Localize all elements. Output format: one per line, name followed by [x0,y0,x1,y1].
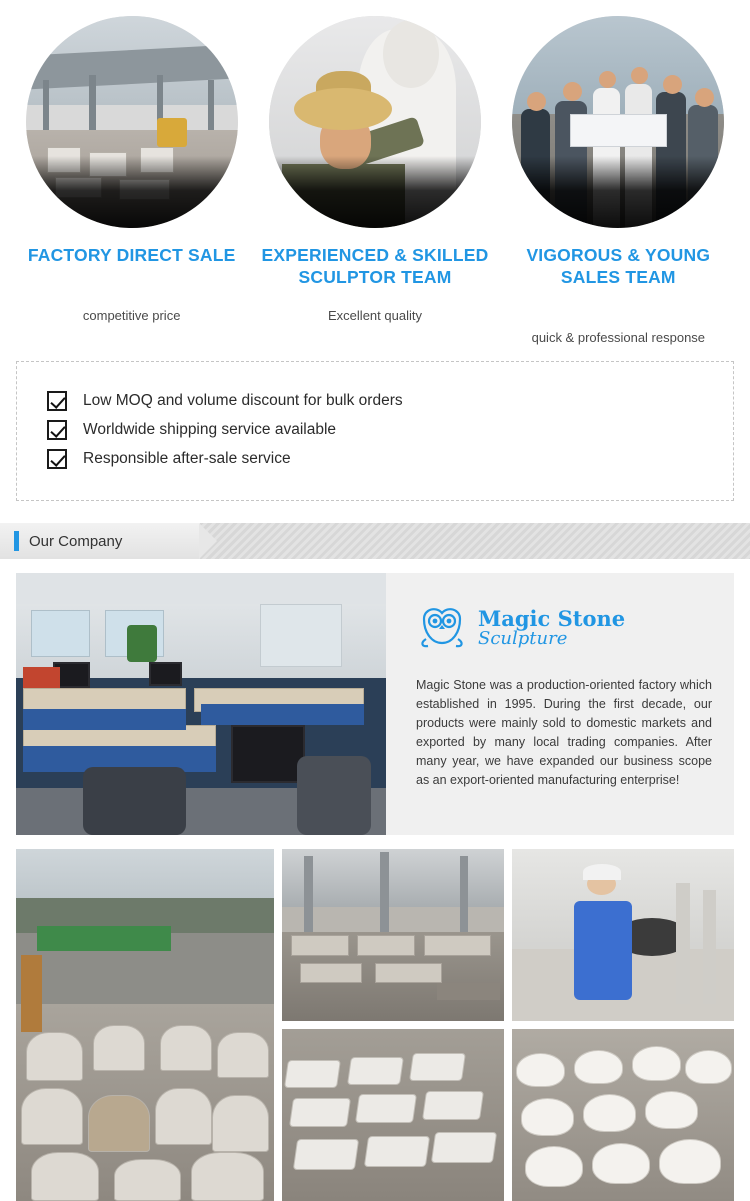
benefits-box [16,361,734,501]
warehouse-workshop-photo [282,849,504,1021]
feature-subtitle: quick & professional response [531,330,706,345]
benefit-text: Low MOQ and volume discount for bulk orders [83,392,403,409]
company-info [386,573,734,835]
checkbox-checked-icon [47,449,67,469]
list-item [47,391,703,411]
brand-name: Magic Stone [478,605,626,631]
factory-gallery [16,849,734,1201]
benefit-text: Responsible after-sale service [83,450,291,467]
gallery-right-grid [282,849,734,1201]
sales-team-group-photo [512,16,724,228]
photo-shade [269,156,481,228]
checkbox-checked-icon [47,391,67,411]
office-interior-photo [16,573,386,835]
company-block [16,573,734,835]
worker-polishing-photo [512,849,734,1021]
section-tab [0,523,200,559]
owl-logo-icon [416,603,468,654]
feature-title: EXPERIENCED & SKILLED SCULPTOR TEAM [261,245,489,287]
feature-item-1 [14,16,249,345]
feature-item-3 [501,16,736,345]
features-section [0,0,750,345]
photo-shade [512,156,724,228]
page-title: Our Company [29,532,123,550]
company-description: Magic Stone was a production-oriented factory which established in 1995. During the first decade, our products were mainly sold to domestic markets and exported by many local trading companies. After many year, we have expanded our business scope as an export-oriented manufacturing enterprise! [416,678,712,787]
brand-tagline: Sculpture [478,628,568,650]
white-basins-row-photo [512,1029,734,1201]
benefit-text: Worldwide shipping service available [83,421,337,438]
brand-logo [416,603,712,654]
list-item [47,420,703,440]
feature-subtitle: Excellent quality [328,308,422,323]
feature-item-2 [257,16,492,345]
feature-title: VIGOROUS & YOUNG SALES TEAM [526,245,711,287]
feature-title: FACTORY DIRECT SALE [27,245,236,265]
photo-shade [26,156,238,228]
factory-workshop-photo [26,16,238,228]
feature-subtitle: competitive price [82,308,181,323]
sink-basins-row-photo [282,1029,504,1201]
sculptor-at-work-photo [269,16,481,228]
stone-yard-photo [16,849,274,1201]
list-item [47,449,703,469]
section-header-bar [0,523,750,559]
accent-bar-icon [14,531,19,551]
checkbox-checked-icon [47,420,67,440]
